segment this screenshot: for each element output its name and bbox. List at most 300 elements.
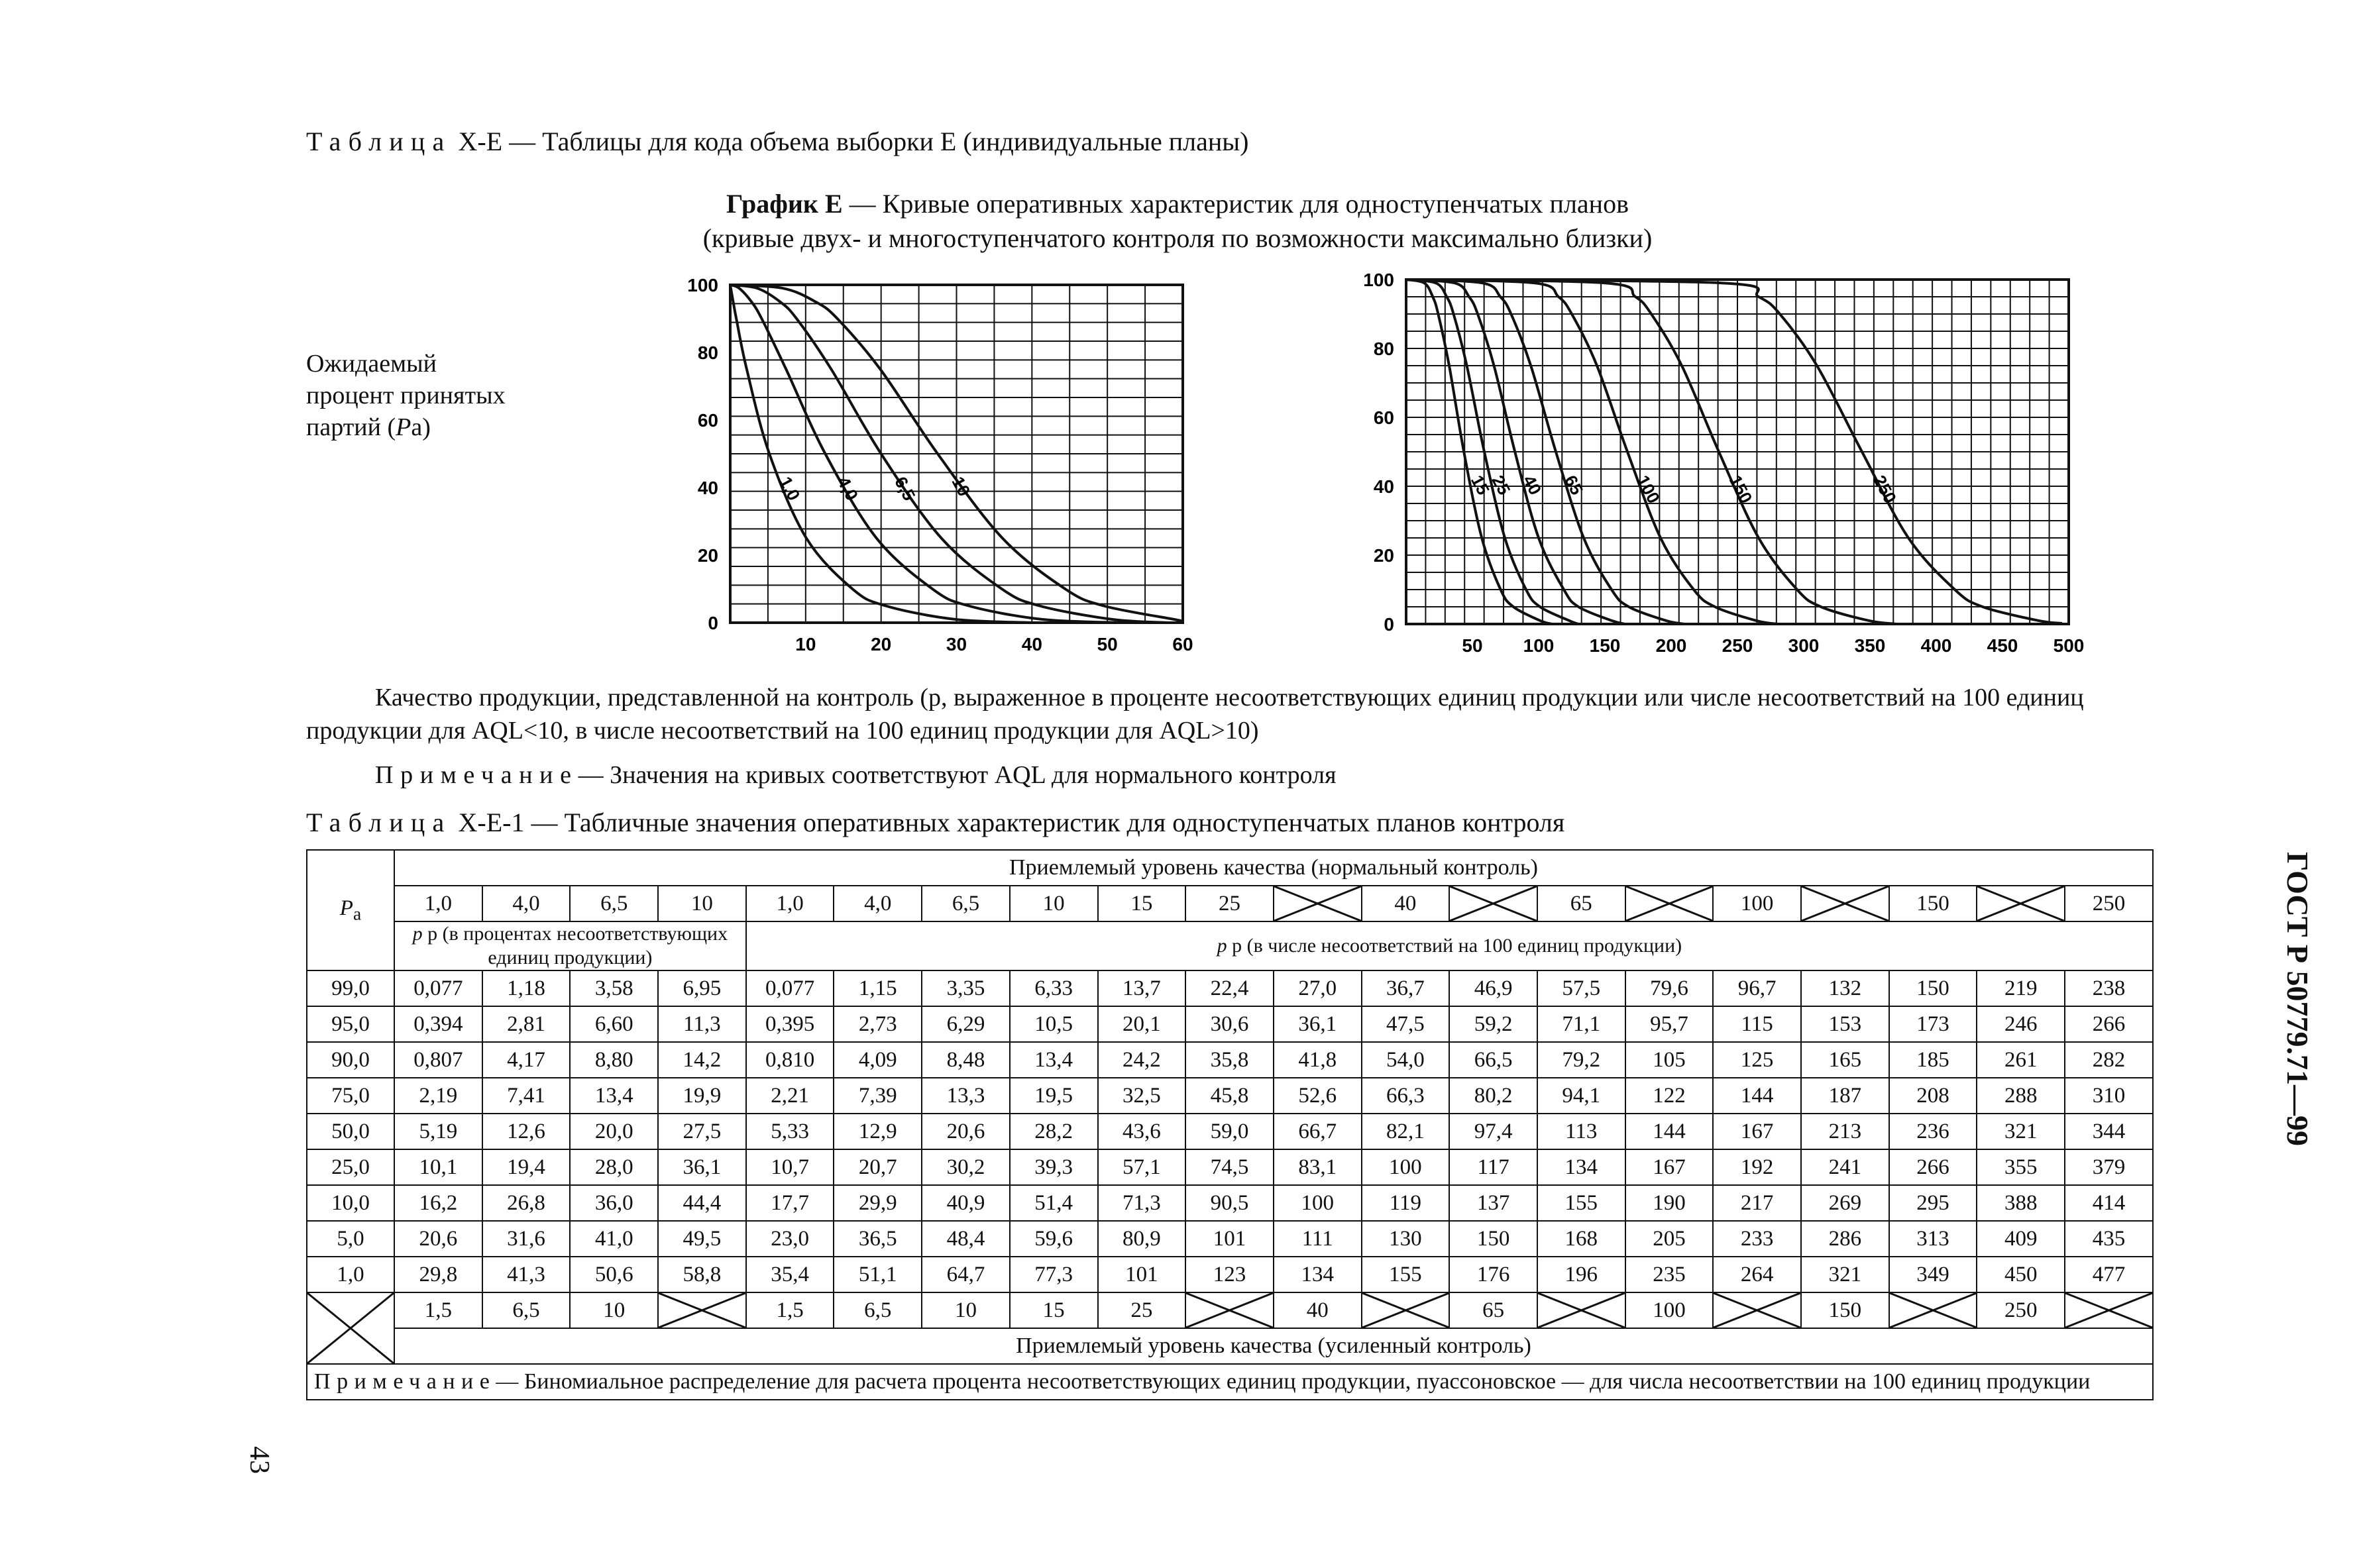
value-cell: 137 bbox=[1449, 1185, 1537, 1221]
value-cell: 17,7 bbox=[746, 1185, 834, 1221]
aql-tightened-cell: 10 bbox=[922, 1292, 1010, 1328]
value-cell: 14,2 bbox=[658, 1042, 746, 1078]
value-cell: 286 bbox=[1801, 1221, 1889, 1257]
value-cell: 0,807 bbox=[394, 1042, 482, 1078]
value-cell: 144 bbox=[1625, 1114, 1714, 1149]
x-tick-label: 100 bbox=[1523, 635, 1555, 656]
value-cell: 155 bbox=[1537, 1185, 1625, 1221]
table-row bbox=[307, 1078, 2153, 1114]
value-cell: 134 bbox=[1537, 1149, 1625, 1185]
table-row bbox=[307, 1006, 2153, 1042]
cross-mark-icon bbox=[1362, 1293, 1449, 1328]
value-cell: 150 bbox=[1889, 970, 1977, 1006]
value-cell: 59,2 bbox=[1449, 1006, 1537, 1042]
value-cell: 77,3 bbox=[1010, 1257, 1098, 1292]
value-cell: 36,7 bbox=[1362, 970, 1450, 1006]
y-tick-label: 40 bbox=[1373, 476, 1394, 497]
value-cell: 3,35 bbox=[922, 970, 1010, 1006]
value-cell: 241 bbox=[1801, 1149, 1889, 1185]
y-axis-label: Ожидаемый процент принятых партий (Pa) bbox=[306, 348, 558, 443]
value-cell: 20,6 bbox=[922, 1114, 1010, 1149]
value-cell: 6,29 bbox=[922, 1006, 1010, 1042]
y-tick-label: 100 bbox=[1363, 270, 1394, 290]
value-cell: 144 bbox=[1713, 1078, 1801, 1114]
x-tick-label: 20 bbox=[871, 634, 892, 654]
table-row bbox=[307, 1257, 2153, 1292]
aql-normal-cell: 1,0 bbox=[394, 886, 482, 921]
value-cell: 132 bbox=[1801, 970, 1889, 1006]
value-cell: 36,1 bbox=[1274, 1006, 1362, 1042]
value-cell: 130 bbox=[1362, 1221, 1450, 1257]
x-tick-label: 350 bbox=[1854, 635, 1886, 656]
table-row bbox=[307, 1042, 2153, 1078]
value-cell: 27,5 bbox=[658, 1114, 746, 1149]
value-cell: 22,4 bbox=[1185, 970, 1274, 1006]
cross-mark-icon bbox=[659, 1293, 745, 1328]
y-tick-label: 0 bbox=[708, 613, 718, 633]
value-cell: 0,077 bbox=[746, 970, 834, 1006]
aql-normal-cell: 25 bbox=[1185, 886, 1274, 921]
value-cell: 10,7 bbox=[746, 1149, 834, 1185]
x-tick-label: 10 bbox=[795, 634, 816, 654]
value-cell: 1,15 bbox=[834, 970, 922, 1006]
value-cell: 2,81 bbox=[482, 1006, 571, 1042]
value-cell: 2,19 bbox=[394, 1078, 482, 1114]
value-cell: 173 bbox=[1889, 1006, 1977, 1042]
y-tick-label: 0 bbox=[1384, 614, 1394, 635]
value-cell: 29,9 bbox=[834, 1185, 922, 1221]
value-cell: 82,1 bbox=[1362, 1114, 1450, 1149]
value-cell: 66,5 bbox=[1449, 1042, 1537, 1078]
value-cell: 414 bbox=[2065, 1185, 2153, 1221]
oc-chart-left bbox=[663, 268, 1213, 666]
aql-normal-cell: 1,0 bbox=[746, 886, 834, 921]
cross-mark-icon bbox=[307, 1293, 394, 1363]
value-cell: 125 bbox=[1713, 1042, 1801, 1078]
x-tick-label: 300 bbox=[1788, 635, 1820, 656]
curve-label: 25 bbox=[1488, 472, 1515, 498]
value-cell: 119 bbox=[1362, 1185, 1450, 1221]
value-cell: 0,810 bbox=[746, 1042, 834, 1078]
aql-tightened-cell: 65 bbox=[1449, 1292, 1537, 1328]
curve-label: 65 bbox=[1561, 472, 1588, 498]
curve-label: 40 bbox=[1519, 472, 1546, 498]
value-cell: 80,9 bbox=[1098, 1221, 1186, 1257]
value-cell: 39,3 bbox=[1010, 1149, 1098, 1185]
value-cell: 266 bbox=[2065, 1006, 2153, 1042]
aql-tightened-cell: 6,5 bbox=[482, 1292, 571, 1328]
value-cell: 123 bbox=[1185, 1257, 1274, 1292]
y-tick-label: 40 bbox=[697, 478, 718, 498]
value-cell: 59,6 bbox=[1010, 1221, 1098, 1257]
aql-tightened-cell: 40 bbox=[1274, 1292, 1362, 1328]
value-cell: 12,6 bbox=[482, 1114, 571, 1149]
value-cell: 20,7 bbox=[834, 1149, 922, 1185]
value-cell: 282 bbox=[2065, 1042, 2153, 1078]
value-cell: 13,4 bbox=[1010, 1042, 1098, 1078]
value-cell: 7,41 bbox=[482, 1078, 571, 1114]
value-cell: 79,6 bbox=[1625, 970, 1714, 1006]
x-tick-label: 50 bbox=[1462, 635, 1483, 656]
value-cell: 80,2 bbox=[1449, 1078, 1537, 1114]
value-cell: 168 bbox=[1537, 1221, 1625, 1257]
aql-tightened-cell bbox=[1713, 1292, 1801, 1328]
curve-label: 150 bbox=[1725, 472, 1757, 507]
value-cell: 134 bbox=[1274, 1257, 1362, 1292]
value-cell: 10,5 bbox=[1010, 1006, 1098, 1042]
aql-normal-row bbox=[307, 886, 2153, 921]
value-cell: 100 bbox=[1362, 1149, 1450, 1185]
y-tick-label: 60 bbox=[697, 410, 718, 431]
aql-normal-cell: 40 bbox=[1362, 886, 1450, 921]
value-cell: 115 bbox=[1713, 1006, 1801, 1042]
oc-values-table bbox=[306, 849, 2154, 1400]
table-row bbox=[307, 1149, 2153, 1185]
value-cell: 29,8 bbox=[394, 1257, 482, 1292]
curve-label: 100 bbox=[1633, 472, 1665, 507]
aql-normal-cell: 6,5 bbox=[922, 886, 1010, 921]
aql-normal-cell: 10 bbox=[1010, 886, 1098, 921]
aql-tightened-cell bbox=[1185, 1292, 1274, 1328]
value-cell: 355 bbox=[1977, 1149, 2065, 1185]
value-cell: 23,0 bbox=[746, 1221, 834, 1257]
value-cell: 196 bbox=[1537, 1257, 1625, 1292]
value-cell: 40,9 bbox=[922, 1185, 1010, 1221]
value-cell: 30,2 bbox=[922, 1149, 1010, 1185]
value-cell: 219 bbox=[1977, 970, 2065, 1006]
curve-label: 1,0 bbox=[775, 473, 804, 504]
value-cell: 12,9 bbox=[834, 1114, 922, 1149]
value-cell: 236 bbox=[1889, 1114, 1977, 1149]
value-cell: 28,0 bbox=[570, 1149, 658, 1185]
value-cell: 213 bbox=[1801, 1114, 1889, 1149]
value-cell: 97,4 bbox=[1449, 1114, 1537, 1149]
value-cell: 24,2 bbox=[1098, 1042, 1186, 1078]
aql-tightened-header: Приемлемый уровень качества (усиленный контроль) bbox=[394, 1328, 2153, 1364]
cross-mark-icon bbox=[1538, 1293, 1625, 1328]
pa-cell: 99,0 bbox=[307, 970, 394, 1006]
x-tick-label: 150 bbox=[1589, 635, 1621, 656]
value-cell: 57,1 bbox=[1098, 1149, 1186, 1185]
value-cell: 36,5 bbox=[834, 1221, 922, 1257]
value-cell: 1,18 bbox=[482, 970, 571, 1006]
curve-label: 6,5 bbox=[891, 473, 920, 504]
value-cell: 217 bbox=[1713, 1185, 1801, 1221]
value-cell: 32,5 bbox=[1098, 1078, 1186, 1114]
table-row bbox=[307, 970, 2153, 1006]
value-cell: 51,4 bbox=[1010, 1185, 1098, 1221]
aql-normal-cell: 4,0 bbox=[482, 886, 571, 921]
cross-mark-icon bbox=[1450, 886, 1537, 921]
value-cell: 288 bbox=[1977, 1078, 2065, 1114]
value-cell: 50,6 bbox=[570, 1257, 658, 1292]
value-cell: 19,5 bbox=[1010, 1078, 1098, 1114]
value-cell: 388 bbox=[1977, 1185, 2065, 1221]
value-cell: 153 bbox=[1801, 1006, 1889, 1042]
value-cell: 36,0 bbox=[570, 1185, 658, 1221]
value-cell: 31,6 bbox=[482, 1221, 571, 1257]
aql-normal-cell bbox=[1274, 886, 1362, 921]
value-cell: 96,7 bbox=[1713, 970, 1801, 1006]
y-axis-label-line3: партий (Pa) bbox=[306, 413, 431, 441]
aql-tightened-row bbox=[307, 1292, 2153, 1328]
x-tick-label: 30 bbox=[946, 634, 967, 654]
y-tick-label: 20 bbox=[1373, 545, 1394, 566]
value-cell: 35,4 bbox=[746, 1257, 834, 1292]
value-cell: 28,2 bbox=[1010, 1114, 1098, 1149]
aql-normal-cell bbox=[1977, 886, 2065, 921]
aql-normal-cell bbox=[1449, 886, 1537, 921]
aql-tightened-cell bbox=[1537, 1292, 1625, 1328]
aql-normal-cell bbox=[1801, 886, 1889, 921]
value-cell: 19,4 bbox=[482, 1149, 571, 1185]
value-cell: 150 bbox=[1449, 1221, 1537, 1257]
value-cell: 8,80 bbox=[570, 1042, 658, 1078]
aql-normal-cell: 100 bbox=[1713, 886, 1801, 921]
value-cell: 48,4 bbox=[922, 1221, 1010, 1257]
value-cell: 185 bbox=[1889, 1042, 1977, 1078]
value-cell: 6,60 bbox=[570, 1006, 658, 1042]
value-cell: 192 bbox=[1713, 1149, 1801, 1185]
value-cell: 269 bbox=[1801, 1185, 1889, 1221]
note-curves: Примечание— Значения на кривых соответствуют AQL для нормального контроля bbox=[375, 761, 1337, 789]
value-cell: 176 bbox=[1449, 1257, 1537, 1292]
value-cell: 30,6 bbox=[1185, 1006, 1274, 1042]
cross-mark-icon bbox=[1714, 1293, 1800, 1328]
aql-tightened-cell: 25 bbox=[1098, 1292, 1186, 1328]
value-cell: 13,4 bbox=[570, 1078, 658, 1114]
value-cell: 8,48 bbox=[922, 1042, 1010, 1078]
value-cell: 321 bbox=[1801, 1257, 1889, 1292]
value-cell: 64,7 bbox=[922, 1257, 1010, 1292]
curve-label: 250 bbox=[1869, 472, 1901, 507]
value-cell: 45,8 bbox=[1185, 1078, 1274, 1114]
x-tick-label: 450 bbox=[1987, 635, 2018, 656]
value-cell: 167 bbox=[1625, 1149, 1714, 1185]
table-note: Примечание— Биномиальное распределение для расчета процента несоответствующих единиц продукции, пуассоновское — для числа несоответствии на 100 единиц продукции bbox=[307, 1364, 2153, 1400]
value-cell: 79,2 bbox=[1537, 1042, 1625, 1078]
value-cell: 66,3 bbox=[1362, 1078, 1450, 1114]
value-cell: 20,1 bbox=[1098, 1006, 1186, 1042]
value-cell: 205 bbox=[1625, 1221, 1714, 1257]
aql-tightened-cell bbox=[1889, 1292, 1977, 1328]
aql-tightened-cell: 10 bbox=[570, 1292, 658, 1328]
aql-normal-cell: 250 bbox=[2065, 886, 2153, 921]
graph-title: График E — Кривые оперативных характеристик для одноступенчатых планов (кривые двух- и многоступенчатого контроля по возможности максимально близки) bbox=[702, 189, 1653, 253]
value-cell: 0,077 bbox=[394, 970, 482, 1006]
value-cell: 54,0 bbox=[1362, 1042, 1450, 1078]
value-cell: 26,8 bbox=[482, 1185, 571, 1221]
table-title: Таблица X-E — Таблицы для кода объема выборки E (индивидуальные планы) bbox=[306, 127, 1249, 156]
table2-title: Таблица X-E-1 — Табличные значения оперативных характеристик для одноступенчатых планов контроля bbox=[306, 808, 1565, 837]
table-row bbox=[307, 1114, 2153, 1149]
value-cell: 246 bbox=[1977, 1006, 2065, 1042]
p-count-header: p p (в числе несоответствий на 100 единиц продукции) bbox=[746, 921, 2153, 970]
x-tick-label: 500 bbox=[2053, 635, 2085, 656]
value-cell: 235 bbox=[1625, 1257, 1714, 1292]
p-percent-header: p p (в процентах несоответствующих единиц продукции) bbox=[394, 921, 746, 970]
x-tick-label: 250 bbox=[1722, 635, 1753, 656]
value-cell: 95,7 bbox=[1625, 1006, 1714, 1042]
y-tick-label: 80 bbox=[697, 342, 718, 363]
value-cell: 41,3 bbox=[482, 1257, 571, 1292]
value-cell: 94,1 bbox=[1537, 1078, 1625, 1114]
pa-cell: 75,0 bbox=[307, 1078, 394, 1114]
value-cell: 2,21 bbox=[746, 1078, 834, 1114]
value-cell: 4,17 bbox=[482, 1042, 571, 1078]
oc-chart-right bbox=[1339, 265, 2085, 666]
value-cell: 71,3 bbox=[1098, 1185, 1186, 1221]
aql-normal-cell: 6,5 bbox=[570, 886, 658, 921]
value-cell: 47,5 bbox=[1362, 1006, 1450, 1042]
value-cell: 52,6 bbox=[1274, 1078, 1362, 1114]
standard-label: ГОСТ Р 50779.71—99 bbox=[2281, 852, 2315, 1146]
value-cell: 6,33 bbox=[1010, 970, 1098, 1006]
cross-mark-icon bbox=[1274, 886, 1361, 921]
value-cell: 264 bbox=[1713, 1257, 1801, 1292]
cross-mark-icon bbox=[2065, 1293, 2152, 1328]
value-cell: 58,8 bbox=[658, 1257, 746, 1292]
y-tick-label: 100 bbox=[687, 275, 718, 295]
aql-normal-cell: 15 bbox=[1098, 886, 1186, 921]
value-cell: 74,5 bbox=[1185, 1149, 1274, 1185]
curve-label: 15 bbox=[1466, 472, 1494, 498]
aql-tightened-cell: 250 bbox=[1977, 1292, 2065, 1328]
value-cell: 0,394 bbox=[394, 1006, 482, 1042]
corner-cross-cell bbox=[307, 1292, 394, 1364]
value-cell: 238 bbox=[2065, 970, 2153, 1006]
aql-tightened-cell: 15 bbox=[1010, 1292, 1098, 1328]
axis-caption: Качество продукции, представленной на контроль (p, выраженное в проценте несоответствующих единиц продукции или числе несоответствий на 100 единиц продукции для AQL<10, в числе несоответствий на 100 единиц продукции для AQL>10) bbox=[306, 684, 2084, 745]
pa-cell: 10,0 bbox=[307, 1185, 394, 1221]
value-cell: 111 bbox=[1274, 1221, 1362, 1257]
value-cell: 10,1 bbox=[394, 1149, 482, 1185]
value-cell: 344 bbox=[2065, 1114, 2153, 1149]
pa-cell: 1,0 bbox=[307, 1257, 394, 1292]
value-cell: 477 bbox=[2065, 1257, 2153, 1292]
aql-tightened-cell: 100 bbox=[1625, 1292, 1714, 1328]
aql-normal-header: Приемлемый уровень качества (нормальный контроль) bbox=[394, 850, 2153, 886]
value-cell: 0,395 bbox=[746, 1006, 834, 1042]
value-cell: 101 bbox=[1098, 1257, 1186, 1292]
value-cell: 409 bbox=[1977, 1221, 2065, 1257]
value-cell: 7,39 bbox=[834, 1078, 922, 1114]
value-cell: 117 bbox=[1449, 1149, 1537, 1185]
x-tick-label: 50 bbox=[1097, 634, 1118, 654]
value-cell: 310 bbox=[2065, 1078, 2153, 1114]
aql-tightened-cell bbox=[1362, 1292, 1450, 1328]
value-cell: 208 bbox=[1889, 1078, 1977, 1114]
cross-mark-icon bbox=[1977, 886, 2064, 921]
value-cell: 2,73 bbox=[834, 1006, 922, 1042]
value-cell: 313 bbox=[1889, 1221, 1977, 1257]
value-cell: 3,58 bbox=[570, 970, 658, 1006]
value-cell: 90,5 bbox=[1185, 1185, 1274, 1221]
value-cell: 16,2 bbox=[394, 1185, 482, 1221]
value-cell: 13,7 bbox=[1098, 970, 1186, 1006]
pa-cell: 5,0 bbox=[307, 1221, 394, 1257]
value-cell: 35,8 bbox=[1185, 1042, 1274, 1078]
aql-normal-cell: 10 bbox=[658, 886, 746, 921]
value-cell: 13,3 bbox=[922, 1078, 1010, 1114]
value-cell: 5,33 bbox=[746, 1114, 834, 1149]
value-cell: 66,7 bbox=[1274, 1114, 1362, 1149]
value-cell: 71,1 bbox=[1537, 1006, 1625, 1042]
pa-header: $P_a$ bbox=[307, 850, 394, 970]
value-cell: 321 bbox=[1977, 1114, 2065, 1149]
value-cell: 100 bbox=[1274, 1185, 1362, 1221]
value-cell: 190 bbox=[1625, 1185, 1714, 1221]
pa-cell: 25,0 bbox=[307, 1149, 394, 1185]
value-cell: 379 bbox=[2065, 1149, 2153, 1185]
value-cell: 435 bbox=[2065, 1221, 2153, 1257]
value-cell: 261 bbox=[1977, 1042, 2065, 1078]
value-cell: 46,9 bbox=[1449, 970, 1537, 1006]
pa-cell: 50,0 bbox=[307, 1114, 394, 1149]
value-cell: 101 bbox=[1185, 1221, 1274, 1257]
aql-normal-cell: 4,0 bbox=[834, 886, 922, 921]
cross-mark-icon bbox=[1626, 886, 1713, 921]
value-cell: 41,0 bbox=[570, 1221, 658, 1257]
y-tick-label: 80 bbox=[1373, 339, 1394, 359]
value-cell: 27,0 bbox=[1274, 970, 1362, 1006]
value-cell: 5,19 bbox=[394, 1114, 482, 1149]
pa-cell: 90,0 bbox=[307, 1042, 394, 1078]
cross-mark-icon bbox=[1890, 1293, 1977, 1328]
table-row bbox=[307, 1185, 2153, 1221]
value-cell: 155 bbox=[1362, 1257, 1450, 1292]
curve-label: 4,0 bbox=[833, 473, 863, 504]
curve-label: 10 bbox=[948, 473, 975, 500]
value-cell: 11,3 bbox=[658, 1006, 746, 1042]
page-number: 43 bbox=[244, 1446, 274, 1474]
value-cell: 450 bbox=[1977, 1257, 2065, 1292]
x-tick-label: 40 bbox=[1021, 634, 1042, 654]
value-cell: 165 bbox=[1801, 1042, 1889, 1078]
value-cell: 44,4 bbox=[658, 1185, 746, 1221]
value-cell: 266 bbox=[1889, 1149, 1977, 1185]
y-tick-label: 20 bbox=[697, 545, 718, 566]
value-cell: 4,09 bbox=[834, 1042, 922, 1078]
aql-tightened-cell bbox=[2065, 1292, 2153, 1328]
value-cell: 187 bbox=[1801, 1078, 1889, 1114]
value-cell: 122 bbox=[1625, 1078, 1714, 1114]
value-cell: 41,8 bbox=[1274, 1042, 1362, 1078]
aql-tightened-cell: 150 bbox=[1801, 1292, 1889, 1328]
value-cell: 83,1 bbox=[1274, 1149, 1362, 1185]
aql-tightened-cell bbox=[658, 1292, 746, 1328]
value-cell: 349 bbox=[1889, 1257, 1977, 1292]
aql-normal-cell: 150 bbox=[1889, 886, 1977, 921]
aql-tightened-cell: 1,5 bbox=[394, 1292, 482, 1328]
value-cell: 113 bbox=[1537, 1114, 1625, 1149]
value-cell: 57,5 bbox=[1537, 970, 1625, 1006]
value-cell: 36,1 bbox=[658, 1149, 746, 1185]
value-cell: 6,95 bbox=[658, 970, 746, 1006]
x-tick-label: 400 bbox=[1920, 635, 1952, 656]
aql-tightened-cell: 1,5 bbox=[746, 1292, 834, 1328]
cross-mark-icon bbox=[1802, 886, 1889, 921]
value-cell: 51,1 bbox=[834, 1257, 922, 1292]
value-cell: 105 bbox=[1625, 1042, 1714, 1078]
aql-tightened-cell: 6,5 bbox=[834, 1292, 922, 1328]
x-tick-label: 60 bbox=[1172, 634, 1193, 654]
y-tick-label: 60 bbox=[1373, 407, 1394, 428]
aql-normal-cell: 65 bbox=[1537, 886, 1625, 921]
cross-mark-icon bbox=[1186, 1293, 1273, 1328]
aql-normal-cell bbox=[1625, 886, 1714, 921]
value-cell: 20,6 bbox=[394, 1221, 482, 1257]
